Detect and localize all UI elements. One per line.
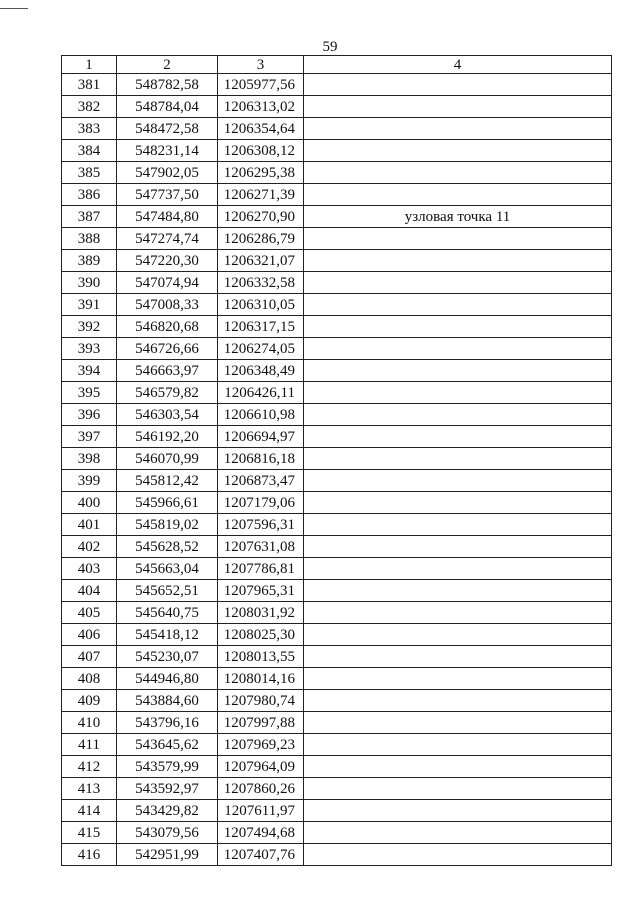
x-coordinate-cell: 546726,66: [117, 338, 218, 360]
note-cell: [304, 712, 612, 734]
x-coordinate-cell: 548782,58: [117, 74, 218, 96]
y-coordinate-cell: 1207494,68: [218, 822, 304, 844]
table-row: [62, 800, 612, 822]
x-coordinate-cell: 543579,99: [117, 756, 218, 778]
y-coordinate-cell: 1208013,55: [218, 646, 304, 668]
note-cell: [304, 778, 612, 800]
point-number-cell: 406: [62, 624, 117, 646]
note-cell: [304, 624, 612, 646]
x-coordinate-cell: 547902,05: [117, 162, 218, 184]
table-row: [62, 360, 612, 382]
note-cell: [304, 294, 612, 316]
y-coordinate-cell: 1207407,76: [218, 844, 304, 866]
x-coordinate-cell: 543645,62: [117, 734, 218, 756]
point-number-cell: 415: [62, 822, 117, 844]
point-number-cell: 409: [62, 690, 117, 712]
point-number-cell: 413: [62, 778, 117, 800]
point-number-cell: 384: [62, 140, 117, 162]
y-coordinate-cell: 1206348,49: [218, 360, 304, 382]
x-coordinate-cell: 547074,94: [117, 272, 218, 294]
note-cell: [304, 316, 612, 338]
y-coordinate-cell: 1206816,18: [218, 448, 304, 470]
point-number-cell: 396: [62, 404, 117, 426]
x-coordinate-cell: 548231,14: [117, 140, 218, 162]
x-coordinate-cell: 545966,61: [117, 492, 218, 514]
x-coordinate-cell: 547008,33: [117, 294, 218, 316]
x-coordinate-cell: 545640,75: [117, 602, 218, 624]
note-cell: [304, 558, 612, 580]
note-cell: [304, 822, 612, 844]
table-row: [62, 184, 612, 206]
note-cell: [304, 360, 612, 382]
y-coordinate-cell: 1206310,05: [218, 294, 304, 316]
y-coordinate-cell: 1206308,12: [218, 140, 304, 162]
note-cell: [304, 514, 612, 536]
y-coordinate-cell: 1206270,90: [218, 206, 304, 228]
x-coordinate-cell: 546820,68: [117, 316, 218, 338]
x-coordinate-cell: 543796,16: [117, 712, 218, 734]
point-number-cell: 383: [62, 118, 117, 140]
table-row: [62, 294, 612, 316]
y-coordinate-cell: 1206295,38: [218, 162, 304, 184]
point-number-cell: 405: [62, 602, 117, 624]
table-row: [62, 206, 612, 228]
table-row: [62, 228, 612, 250]
y-coordinate-cell: 1207611,97: [218, 800, 304, 822]
note-cell: [304, 250, 612, 272]
note-cell: [304, 184, 612, 206]
table-row: [62, 580, 612, 602]
table-row: [62, 74, 612, 96]
y-coordinate-cell: 1206271,39: [218, 184, 304, 206]
table-row: [62, 756, 612, 778]
note-cell: [304, 272, 612, 294]
table-row: [62, 316, 612, 338]
note-cell: [304, 426, 612, 448]
note-cell: [304, 580, 612, 602]
point-number-cell: 390: [62, 272, 117, 294]
y-coordinate-cell: 1206610,98: [218, 404, 304, 426]
y-coordinate-cell: 1207965,31: [218, 580, 304, 602]
table-row: [62, 426, 612, 448]
y-coordinate-cell: 1207997,88: [218, 712, 304, 734]
table-row: [62, 624, 612, 646]
x-coordinate-cell: 543429,82: [117, 800, 218, 822]
point-number-cell: 411: [62, 734, 117, 756]
table-row: [62, 646, 612, 668]
table-row: [62, 448, 612, 470]
note-cell: [304, 800, 612, 822]
point-number-cell: 400: [62, 492, 117, 514]
y-coordinate-cell: 1205977,56: [218, 74, 304, 96]
x-coordinate-cell: 545652,51: [117, 580, 218, 602]
table-row: [62, 250, 612, 272]
point-number-cell: 398: [62, 448, 117, 470]
note-cell: [304, 690, 612, 712]
y-coordinate-cell: 1207980,74: [218, 690, 304, 712]
x-coordinate-cell: 545230,07: [117, 646, 218, 668]
table-row: [62, 338, 612, 360]
y-coordinate-cell: 1206354,64: [218, 118, 304, 140]
point-number-cell: 397: [62, 426, 117, 448]
point-number-cell: 403: [62, 558, 117, 580]
y-coordinate-cell: 1207631,08: [218, 536, 304, 558]
header-col-4: 4: [304, 56, 612, 74]
point-number-cell: 408: [62, 668, 117, 690]
y-coordinate-cell: 1207964,09: [218, 756, 304, 778]
header-col-1: 1: [62, 56, 117, 74]
x-coordinate-cell: 548784,04: [117, 96, 218, 118]
table-row: [62, 96, 612, 118]
x-coordinate-cell: 543884,60: [117, 690, 218, 712]
x-coordinate-cell: 547484,80: [117, 206, 218, 228]
point-number-cell: 394: [62, 360, 117, 382]
x-coordinate-cell: 543079,56: [117, 822, 218, 844]
note-cell: [304, 470, 612, 492]
y-coordinate-cell: 1206317,15: [218, 316, 304, 338]
table-row: [62, 118, 612, 140]
y-coordinate-cell: 1206286,79: [218, 228, 304, 250]
point-number-cell: 393: [62, 338, 117, 360]
point-number-cell: 392: [62, 316, 117, 338]
table-row: [62, 844, 612, 866]
x-coordinate-cell: 546663,97: [117, 360, 218, 382]
point-number-cell: 381: [62, 74, 117, 96]
x-coordinate-cell: 543592,97: [117, 778, 218, 800]
x-coordinate-cell: 544946,80: [117, 668, 218, 690]
point-number-cell: 410: [62, 712, 117, 734]
note-cell: [304, 646, 612, 668]
note-cell: [304, 536, 612, 558]
note-cell: [304, 448, 612, 470]
table-row: [62, 690, 612, 712]
point-number-cell: 399: [62, 470, 117, 492]
note-cell: [304, 492, 612, 514]
page-number: 59: [322, 39, 338, 55]
note-cell: [304, 228, 612, 250]
note-cell: [304, 756, 612, 778]
y-coordinate-cell: 1208025,30: [218, 624, 304, 646]
point-number-cell: 389: [62, 250, 117, 272]
point-number-cell: 402: [62, 536, 117, 558]
x-coordinate-cell: 545418,12: [117, 624, 218, 646]
table-row: [62, 602, 612, 624]
note-cell: [304, 844, 612, 866]
point-number-cell: 412: [62, 756, 117, 778]
x-coordinate-cell: 547737,50: [117, 184, 218, 206]
table-row: [62, 734, 612, 756]
y-coordinate-cell: 1207596,31: [218, 514, 304, 536]
point-number-cell: 416: [62, 844, 117, 866]
point-number-cell: 407: [62, 646, 117, 668]
note-cell: [304, 118, 612, 140]
table-row: [62, 140, 612, 162]
table-row: [62, 558, 612, 580]
table-row: [62, 162, 612, 184]
table-row: [62, 382, 612, 404]
table-row: [62, 470, 612, 492]
y-coordinate-cell: 1206274,05: [218, 338, 304, 360]
y-coordinate-cell: 1206321,07: [218, 250, 304, 272]
note-cell: [304, 734, 612, 756]
table-row: [62, 404, 612, 426]
y-coordinate-cell: 1206313,02: [218, 96, 304, 118]
table-row: [62, 712, 612, 734]
x-coordinate-cell: 546579,82: [117, 382, 218, 404]
point-number-cell: 391: [62, 294, 117, 316]
coordinates-table: [61, 55, 612, 866]
y-coordinate-cell: 1207860,26: [218, 778, 304, 800]
point-number-cell: 388: [62, 228, 117, 250]
x-coordinate-cell: 546070,99: [117, 448, 218, 470]
point-number-cell: 395: [62, 382, 117, 404]
point-number-cell: 382: [62, 96, 117, 118]
y-coordinate-cell: 1206332,58: [218, 272, 304, 294]
note-cell: [304, 338, 612, 360]
y-coordinate-cell: 1208014,16: [218, 668, 304, 690]
point-number-cell: 387: [62, 206, 117, 228]
note-cell: [304, 668, 612, 690]
x-coordinate-cell: 547274,74: [117, 228, 218, 250]
note-cell: [304, 602, 612, 624]
point-number-cell: 404: [62, 580, 117, 602]
x-coordinate-cell: 545628,52: [117, 536, 218, 558]
note-cell: [304, 140, 612, 162]
note-cell: узловая точка 11: [304, 206, 612, 228]
x-coordinate-cell: 546303,54: [117, 404, 218, 426]
x-coordinate-cell: 545663,04: [117, 558, 218, 580]
point-number-cell: 386: [62, 184, 117, 206]
point-number-cell: 385: [62, 162, 117, 184]
table-row: [62, 514, 612, 536]
table-row: [62, 822, 612, 844]
y-coordinate-cell: 1206694,97: [218, 426, 304, 448]
x-coordinate-cell: 548472,58: [117, 118, 218, 140]
header-col-2: 2: [117, 56, 218, 74]
note-cell: [304, 96, 612, 118]
header-col-3: 3: [218, 56, 304, 74]
x-coordinate-cell: 547220,30: [117, 250, 218, 272]
note-cell: [304, 382, 612, 404]
point-number-cell: 414: [62, 800, 117, 822]
note-cell: [304, 74, 612, 96]
x-coordinate-cell: 545819,02: [117, 514, 218, 536]
table-row: [62, 668, 612, 690]
header-row: [62, 56, 612, 74]
x-coordinate-cell: 546192,20: [117, 426, 218, 448]
coordinates-table-container: [61, 55, 611, 866]
y-coordinate-cell: 1207786,81: [218, 558, 304, 580]
scan-edge-mark: [0, 0, 28, 9]
y-coordinate-cell: 1206873,47: [218, 470, 304, 492]
table-row: [62, 536, 612, 558]
y-coordinate-cell: 1208031,92: [218, 602, 304, 624]
table-body: [62, 74, 612, 866]
table-row: [62, 272, 612, 294]
x-coordinate-cell: 545812,42: [117, 470, 218, 492]
note-cell: [304, 162, 612, 184]
y-coordinate-cell: 1207179,06: [218, 492, 304, 514]
table-row: [62, 492, 612, 514]
note-cell: [304, 404, 612, 426]
y-coordinate-cell: 1206426,11: [218, 382, 304, 404]
y-coordinate-cell: 1207969,23: [218, 734, 304, 756]
point-number-cell: 401: [62, 514, 117, 536]
table-row: [62, 778, 612, 800]
x-coordinate-cell: 542951,99: [117, 844, 218, 866]
